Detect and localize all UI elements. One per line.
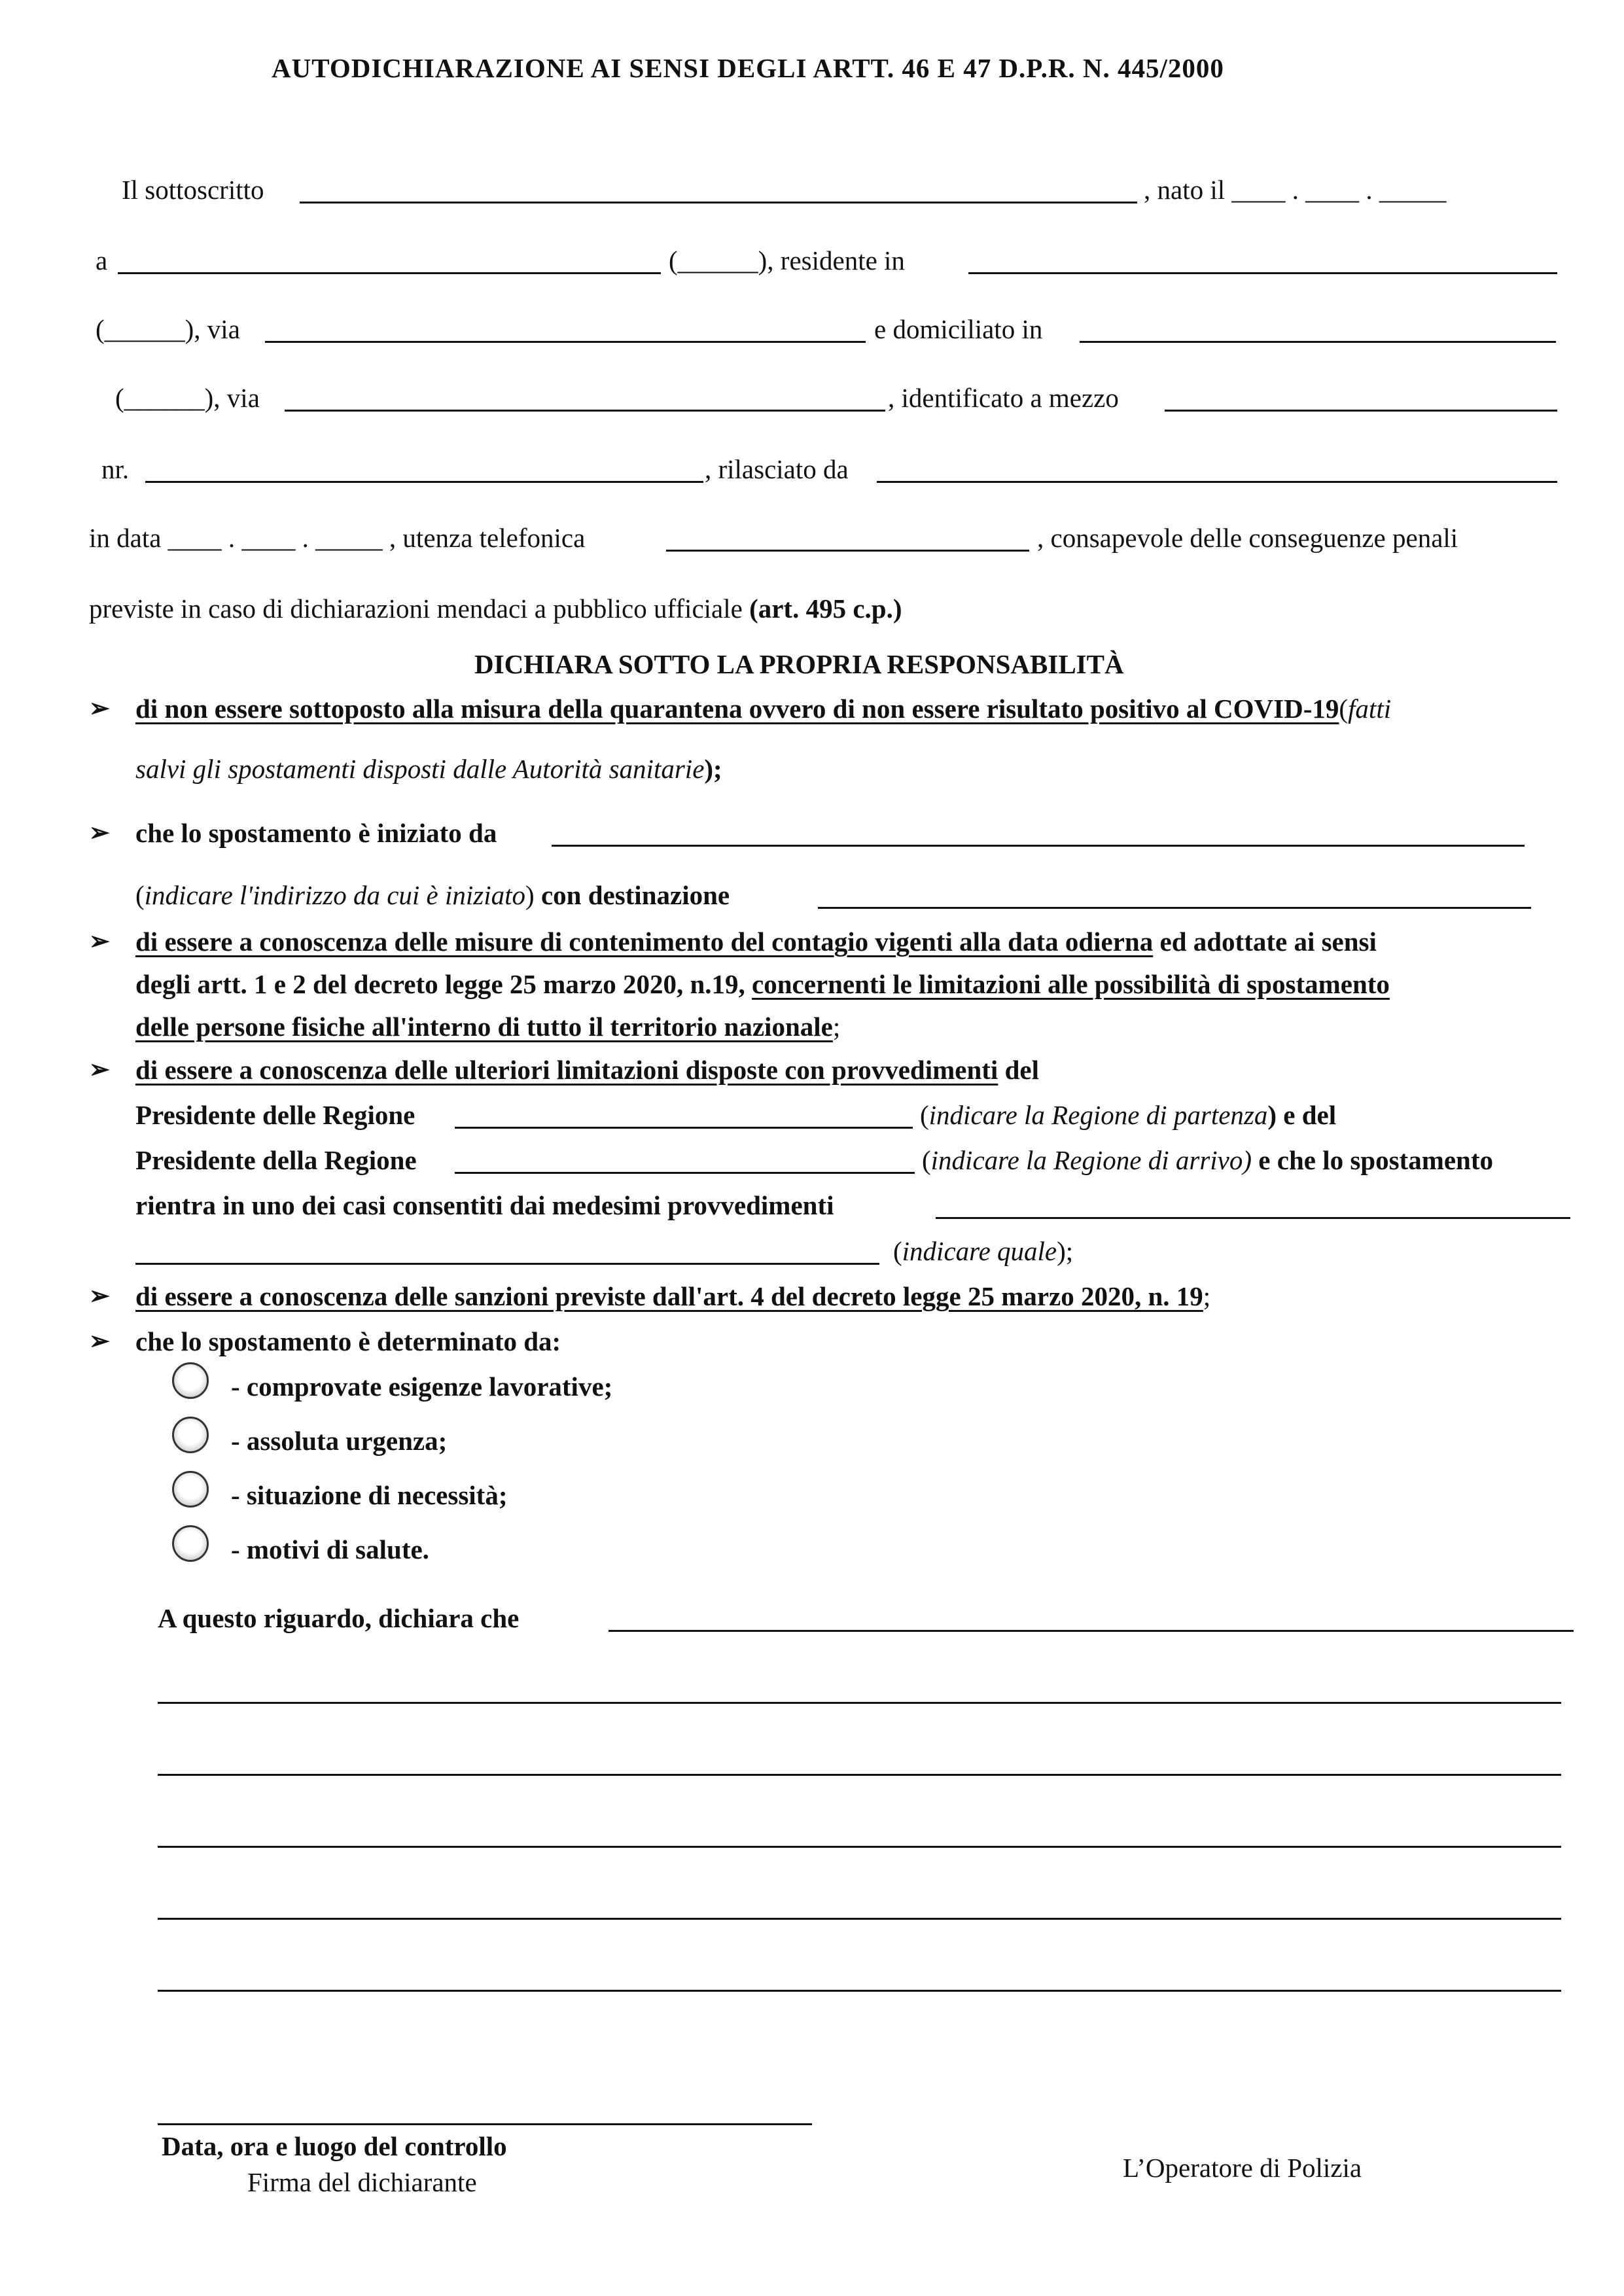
field-numero-documento[interactable] [145, 481, 703, 483]
field-indirizzo-partenza[interactable] [552, 845, 1525, 847]
radio-motivi-salute[interactable] [172, 1525, 209, 1562]
point-misure-contenimento-2: degli artt. 1 e 2 del decreto legge 25 marzo 2020, n.19, concernenti le limitazioni alle possibilità di spostamento [135, 969, 1390, 999]
field-dichiarazione-1[interactable] [609, 1630, 1574, 1632]
label-domiciliato-in: e domiciliato in [874, 314, 1043, 344]
bullet-arrow-icon: ➢ [89, 695, 110, 722]
label-data-ora-luogo: Data, ora e luogo del controllo [162, 2131, 507, 2161]
field-dichiarazione-6[interactable] [158, 1990, 1561, 1992]
label-sottoscritto: Il sottoscritto [122, 175, 264, 205]
point-ulteriori-limitazioni: di essere a conoscenza delle ulteriori limitazioni disposte con provvedimenti del [135, 1055, 1039, 1085]
radio-situazione-necessita[interactable] [172, 1471, 209, 1508]
text-previste: previste in caso di dichiarazioni mendaci a pubblico ufficiale (art. 495 c.p.) [89, 593, 902, 624]
field-dichiarazione-3[interactable] [158, 1774, 1561, 1776]
field-dichiarazione-4[interactable] [158, 1846, 1561, 1848]
point-misure-contenimento: di essere a conoscenza delle misure di contenimento del contagio vigenti alla data odierna ed adottate ai sensi [135, 927, 1377, 957]
point-sanzioni: di essere a conoscenza delle sanzioni previste dall'art. 4 del decreto legge 25 marzo 2020, n. 19; [135, 1281, 1211, 1311]
field-rilasciato-da[interactable] [877, 481, 1557, 483]
label-operatore-polizia: L’Operatore di Polizia [1123, 2153, 1362, 2183]
label-identificato: , identificato a mezzo [888, 383, 1119, 413]
field-residenza[interactable] [968, 272, 1557, 274]
label-regione-arrivo: Presidente della Regione [135, 1145, 417, 1175]
bullet-arrow-icon: ➢ [89, 1056, 110, 1084]
field-destinazione[interactable] [818, 907, 1531, 909]
field-caso-consentito-2[interactable] [135, 1263, 879, 1265]
label-a: a [96, 245, 108, 275]
reason-motivi-salute: - motivi di salute. [231, 1534, 429, 1564]
label-residente-in: (______), residente in [669, 245, 905, 275]
reason-assoluta-urgenza: - assoluta urgenza; [231, 1426, 448, 1456]
label-nr: nr. [101, 454, 130, 484]
label-dichiara-che: A questo riguardo, dichiara che [158, 1603, 520, 1633]
radio-assoluta-urgenza[interactable] [172, 1417, 209, 1453]
label-spostamento-iniziato: che lo spostamento è iniziato da [135, 818, 497, 848]
label-in-data: in data ____ . ____ . _____ , utenza telefonica [89, 523, 586, 553]
point-quarantena: di non essere sottoposto alla misura della quarantena ovvero di non essere risultato positivo al COVID-19(fatti [135, 694, 1392, 724]
field-regione-arrivo[interactable] [455, 1172, 915, 1174]
field-caso-consentito[interactable] [936, 1217, 1570, 1219]
label-regione-partenza: Presidente delle Regione [135, 1100, 415, 1130]
field-data-ora-luogo[interactable] [158, 2123, 812, 2125]
hint-indicare-quale: (indicare quale); [893, 1236, 1074, 1266]
bullet-arrow-icon: ➢ [89, 1328, 110, 1355]
label-firma-dichiarante: Firma del dichiarante [247, 2167, 477, 2197]
label-indirizzo-destinazione: (indicare l'indirizzo da cui è iniziato) con destinazione [135, 880, 730, 910]
field-dichiarazione-5[interactable] [158, 1918, 1561, 1920]
label-determinato-da: che lo spostamento è determinato da: [135, 1326, 561, 1356]
label-rientra-casi: rientra in uno dei casi consentiti dai medesimi provvedimenti [135, 1190, 834, 1220]
field-via-residenza[interactable] [265, 341, 866, 343]
bullet-arrow-icon: ➢ [89, 819, 110, 847]
label-rilasciato-da: , rilasciato da [705, 454, 849, 484]
text-art-495: (art. 495 c.p.) [749, 593, 902, 624]
hint-regione-arrivo: (indicare la Regione di arrivo) e che lo spostamento [922, 1145, 1494, 1175]
field-telefono[interactable] [666, 550, 1029, 552]
label-via-1: (______), via [96, 314, 240, 344]
reason-situazione-necessita: - situazione di necessità; [231, 1480, 508, 1510]
hint-regione-partenza: (indicare la Regione di partenza) e del [920, 1100, 1337, 1130]
field-via-domicilio[interactable] [285, 410, 885, 412]
radio-esigenze-lavorative[interactable] [172, 1362, 209, 1399]
bullet-arrow-icon: ➢ [89, 928, 110, 955]
document-title: AUTODICHIARAZIONE AI SENSI DEGLI ARTT. 46 E 47 D.P.R. N. 445/2000 [272, 53, 1224, 83]
label-consapevole: , consapevole delle conseguenze penali [1037, 523, 1458, 553]
field-dichiarazione-2[interactable] [158, 1702, 1561, 1704]
point-misure-contenimento-3: delle persone fisiche all'interno di tutto il territorio nazionale; [135, 1012, 841, 1042]
field-luogo-nascita[interactable] [118, 272, 661, 274]
field-regione-partenza[interactable] [455, 1127, 913, 1129]
label-nato-il: , nato il ____ . ____ . _____ [1144, 175, 1447, 205]
bullet-arrow-icon: ➢ [89, 1282, 110, 1310]
field-nome-cognome[interactable] [300, 202, 1137, 203]
label-via-2: (______), via [115, 383, 260, 413]
reason-esigenze-lavorative: - comprovate esigenze lavorative; [231, 1371, 613, 1402]
point-quarantena-cont: salvi gli spostamenti disposti dalle Autorità sanitarie); [135, 754, 722, 784]
field-domicilio[interactable] [1080, 341, 1556, 343]
field-documento[interactable] [1165, 410, 1557, 412]
declaration-heading: DICHIARA SOTTO LA PROPRIA RESPONSABILITÀ [474, 649, 1124, 679]
